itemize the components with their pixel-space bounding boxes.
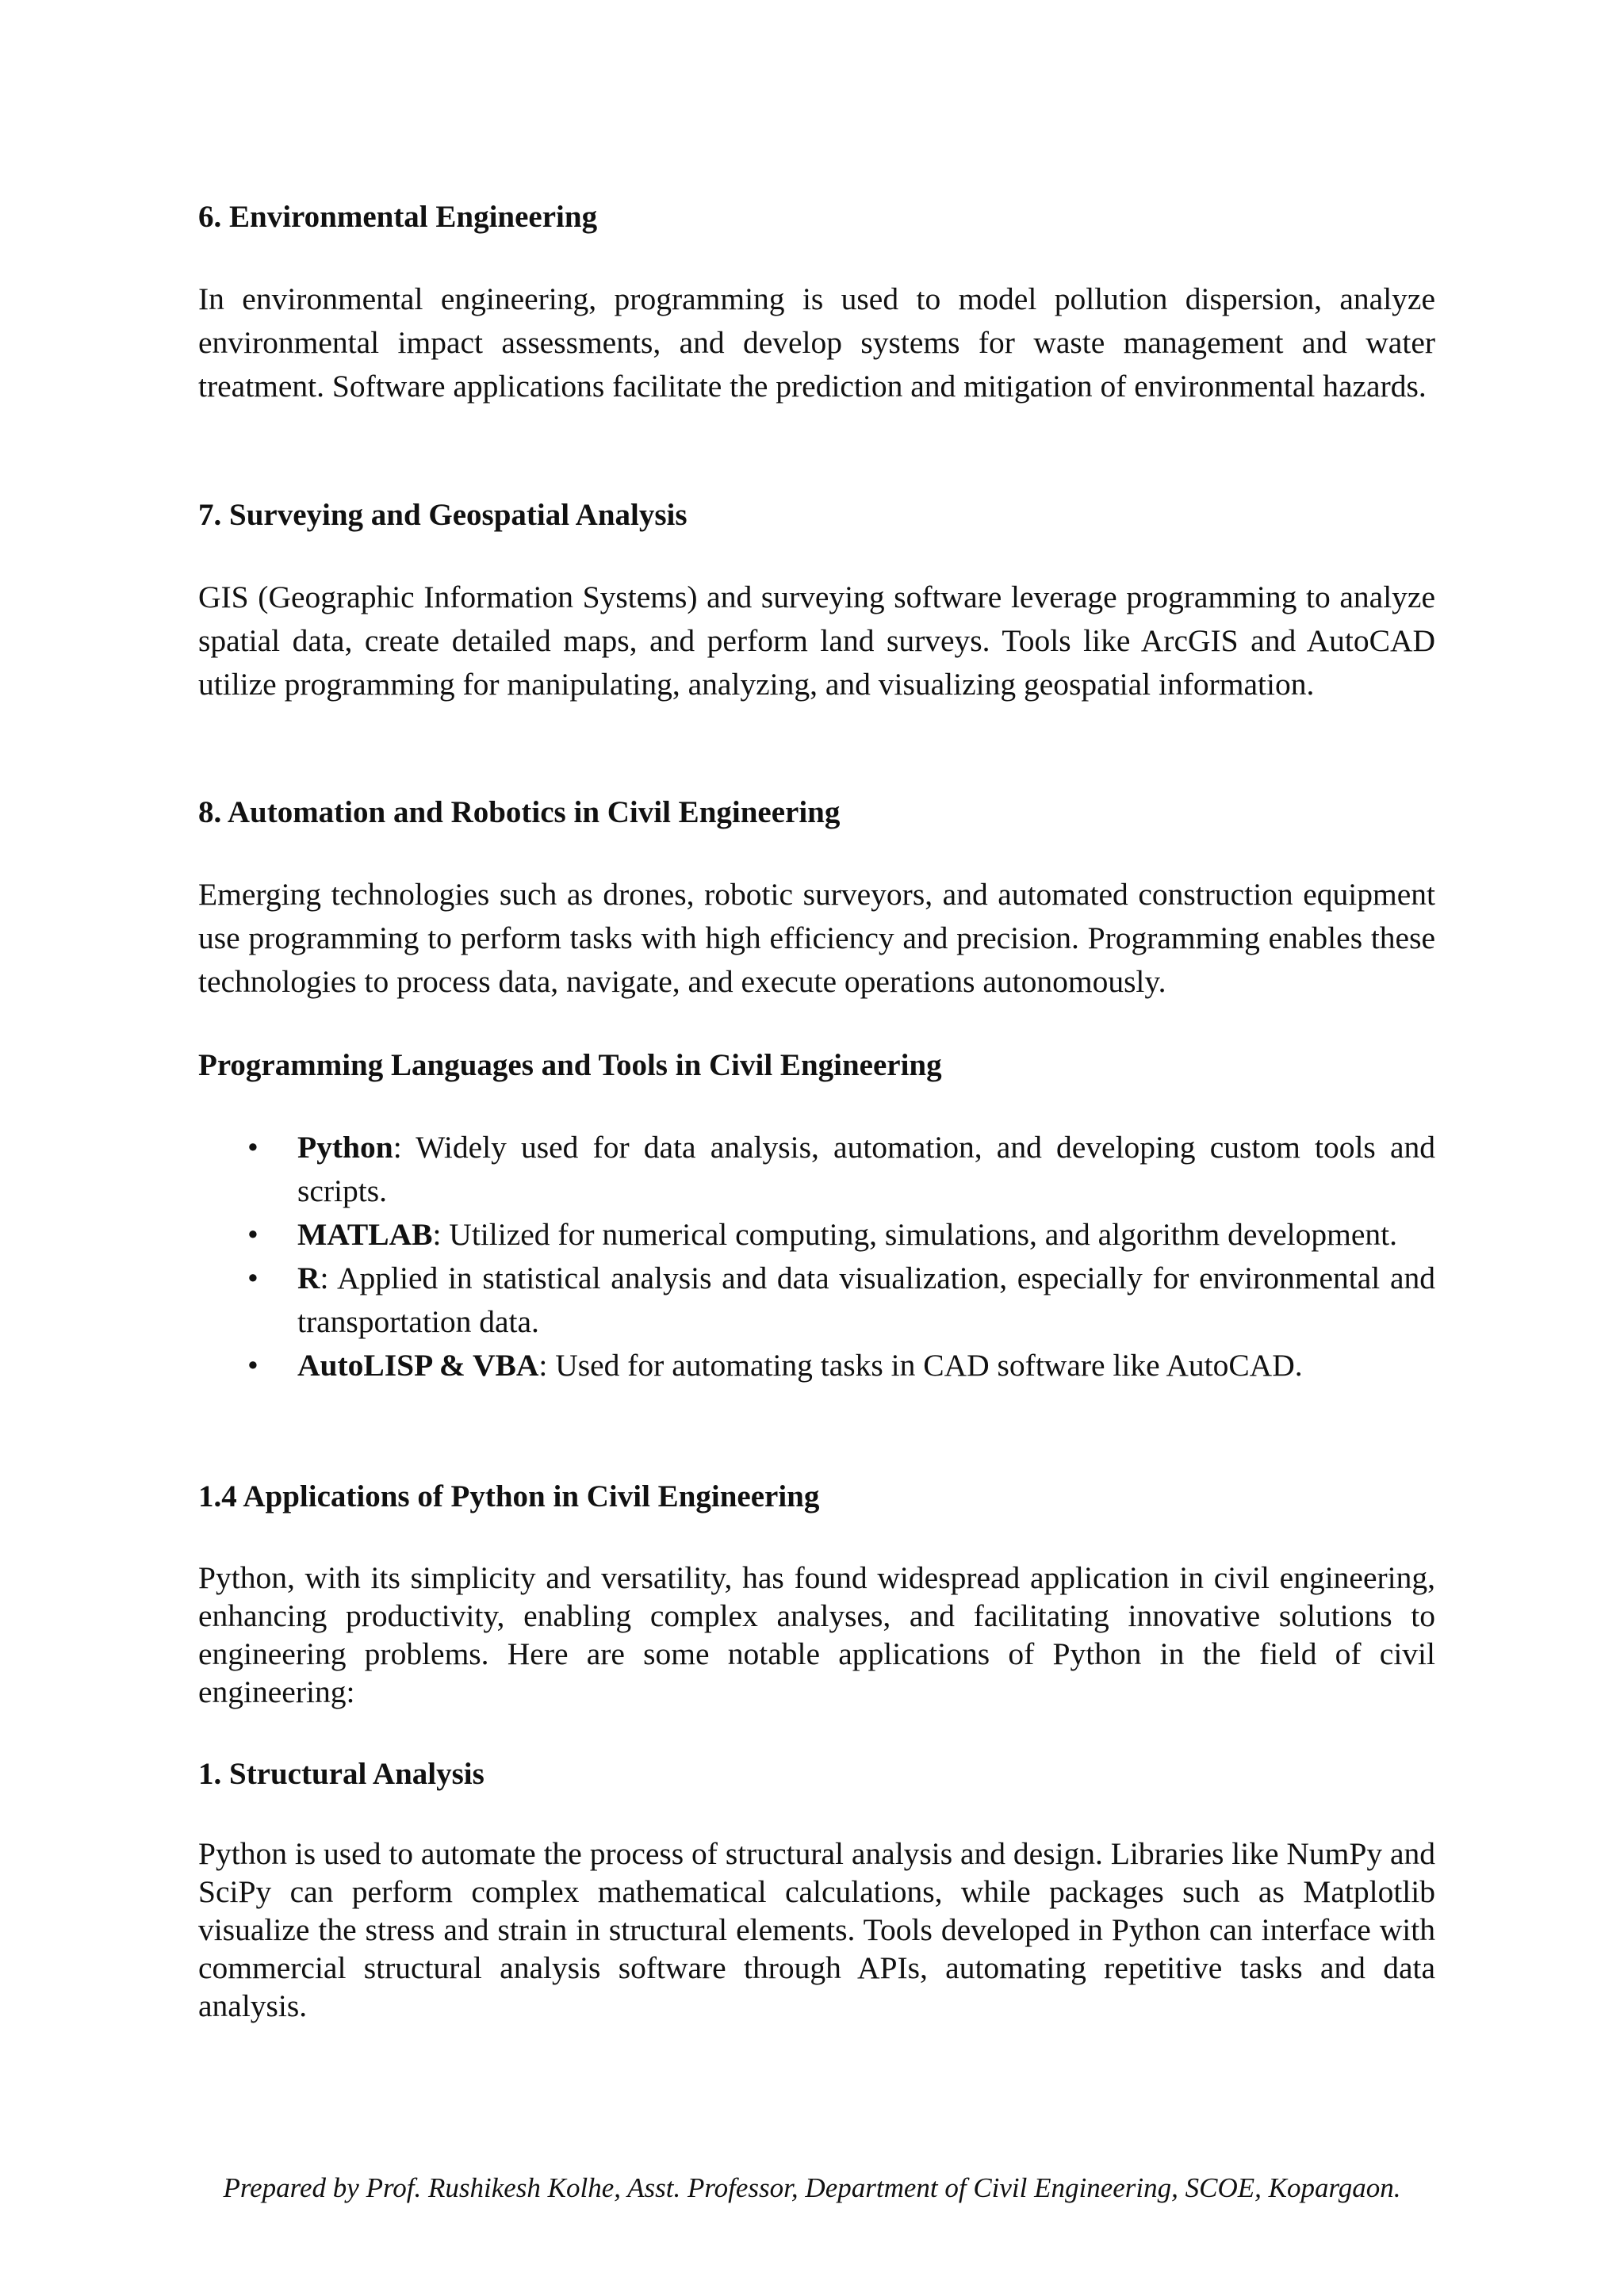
section-heading-surveying: 7. Surveying and Geospatial Analysis [198, 498, 688, 532]
tool-description: : Used for automating tasks in CAD software like AutoCAD. [538, 1348, 1303, 1383]
bullet-icon: • [247, 1348, 259, 1383]
tool-description: : Utilized for numerical computing, simulations, and algorithm development. [432, 1217, 1398, 1252]
bullet-icon: • [247, 1217, 259, 1252]
section-paragraph-automation: Emerging technologies such as drones, robotic surveyors, and automated construction equipment use programming to perform tasks with high efficiency and precision. Programming enables these technologies to process data, navigate, and execute operations autonomously. [198, 877, 1435, 999]
tools-list-item [198, 1126, 1435, 1213]
section-paragraph-surveying: GIS (Geographic Information Systems) and surveying software leverage programming to analyze spatial data, create detailed maps, and perform land surveys. Tools like ArcGIS and AutoCAD utilize programming for manipulating, analyzing, and visualizing geospatial information. [198, 580, 1435, 702]
applications-paragraph: Python, with its simplicity and versatility, has found widespread application in civil engineering, enhancing productivity, enabling complex analyses, and facilitating innovative solutions to engineering problems. Here are some notable applications of Python in the field of civil engineering: [198, 1560, 1435, 1709]
tools-heading: Programming Languages and Tools in Civil Engineering [198, 1048, 942, 1082]
tool-name: MATLAB [297, 1217, 433, 1252]
bullet-icon: • [247, 1130, 259, 1165]
tool-description: : Applied in statistical analysis and data visualization, especially for environmental and transportation data. [297, 1261, 1435, 1339]
section-heading-environmental: 6. Environmental Engineering [198, 200, 598, 234]
structural-heading: 1. Structural Analysis [198, 1757, 485, 1791]
page-footer: Prepared by Prof. Rushikesh Kolhe, Asst. Professor, Department of Civil Engineering, SCOE, Kopargaon. [223, 2172, 1401, 2203]
tool-name: R [297, 1261, 320, 1295]
tools-list-item [198, 1344, 1435, 1387]
tool-description: : Widely used for data analysis, automation, and developing custom tools and scripts. [297, 1130, 1435, 1208]
section-heading-automation: 8. Automation and Robotics in Civil Engineering [198, 795, 841, 829]
structural-paragraph: Python is used to automate the process of structural analysis and design. Libraries like NumPy and SciPy can perform complex mathematical calculations, while packages such as Matplotlib visualize the stress and strain in structural elements. Tools developed in Python can interface with commercial structural analysis software through APIs, automating repetitive tasks and data analysis. [198, 1836, 1435, 2023]
tools-list-item [198, 1257, 1435, 1344]
tools-list [198, 1126, 1435, 1387]
applications-heading: 1.4 Applications of Python in Civil Engineering [198, 1479, 820, 1513]
tool-name: AutoLISP & VBA [297, 1348, 539, 1383]
section-paragraph-environmental: In environmental engineering, programming is used to model pollution dispersion, analyze environmental impact assessments, and develop systems for waste management and water treatment. Software applications facilitate the prediction and mitigation of environmental hazards. [198, 281, 1435, 404]
tools-list-item [198, 1213, 1435, 1257]
tool-name: Python [297, 1130, 393, 1165]
bullet-icon: • [247, 1261, 259, 1295]
